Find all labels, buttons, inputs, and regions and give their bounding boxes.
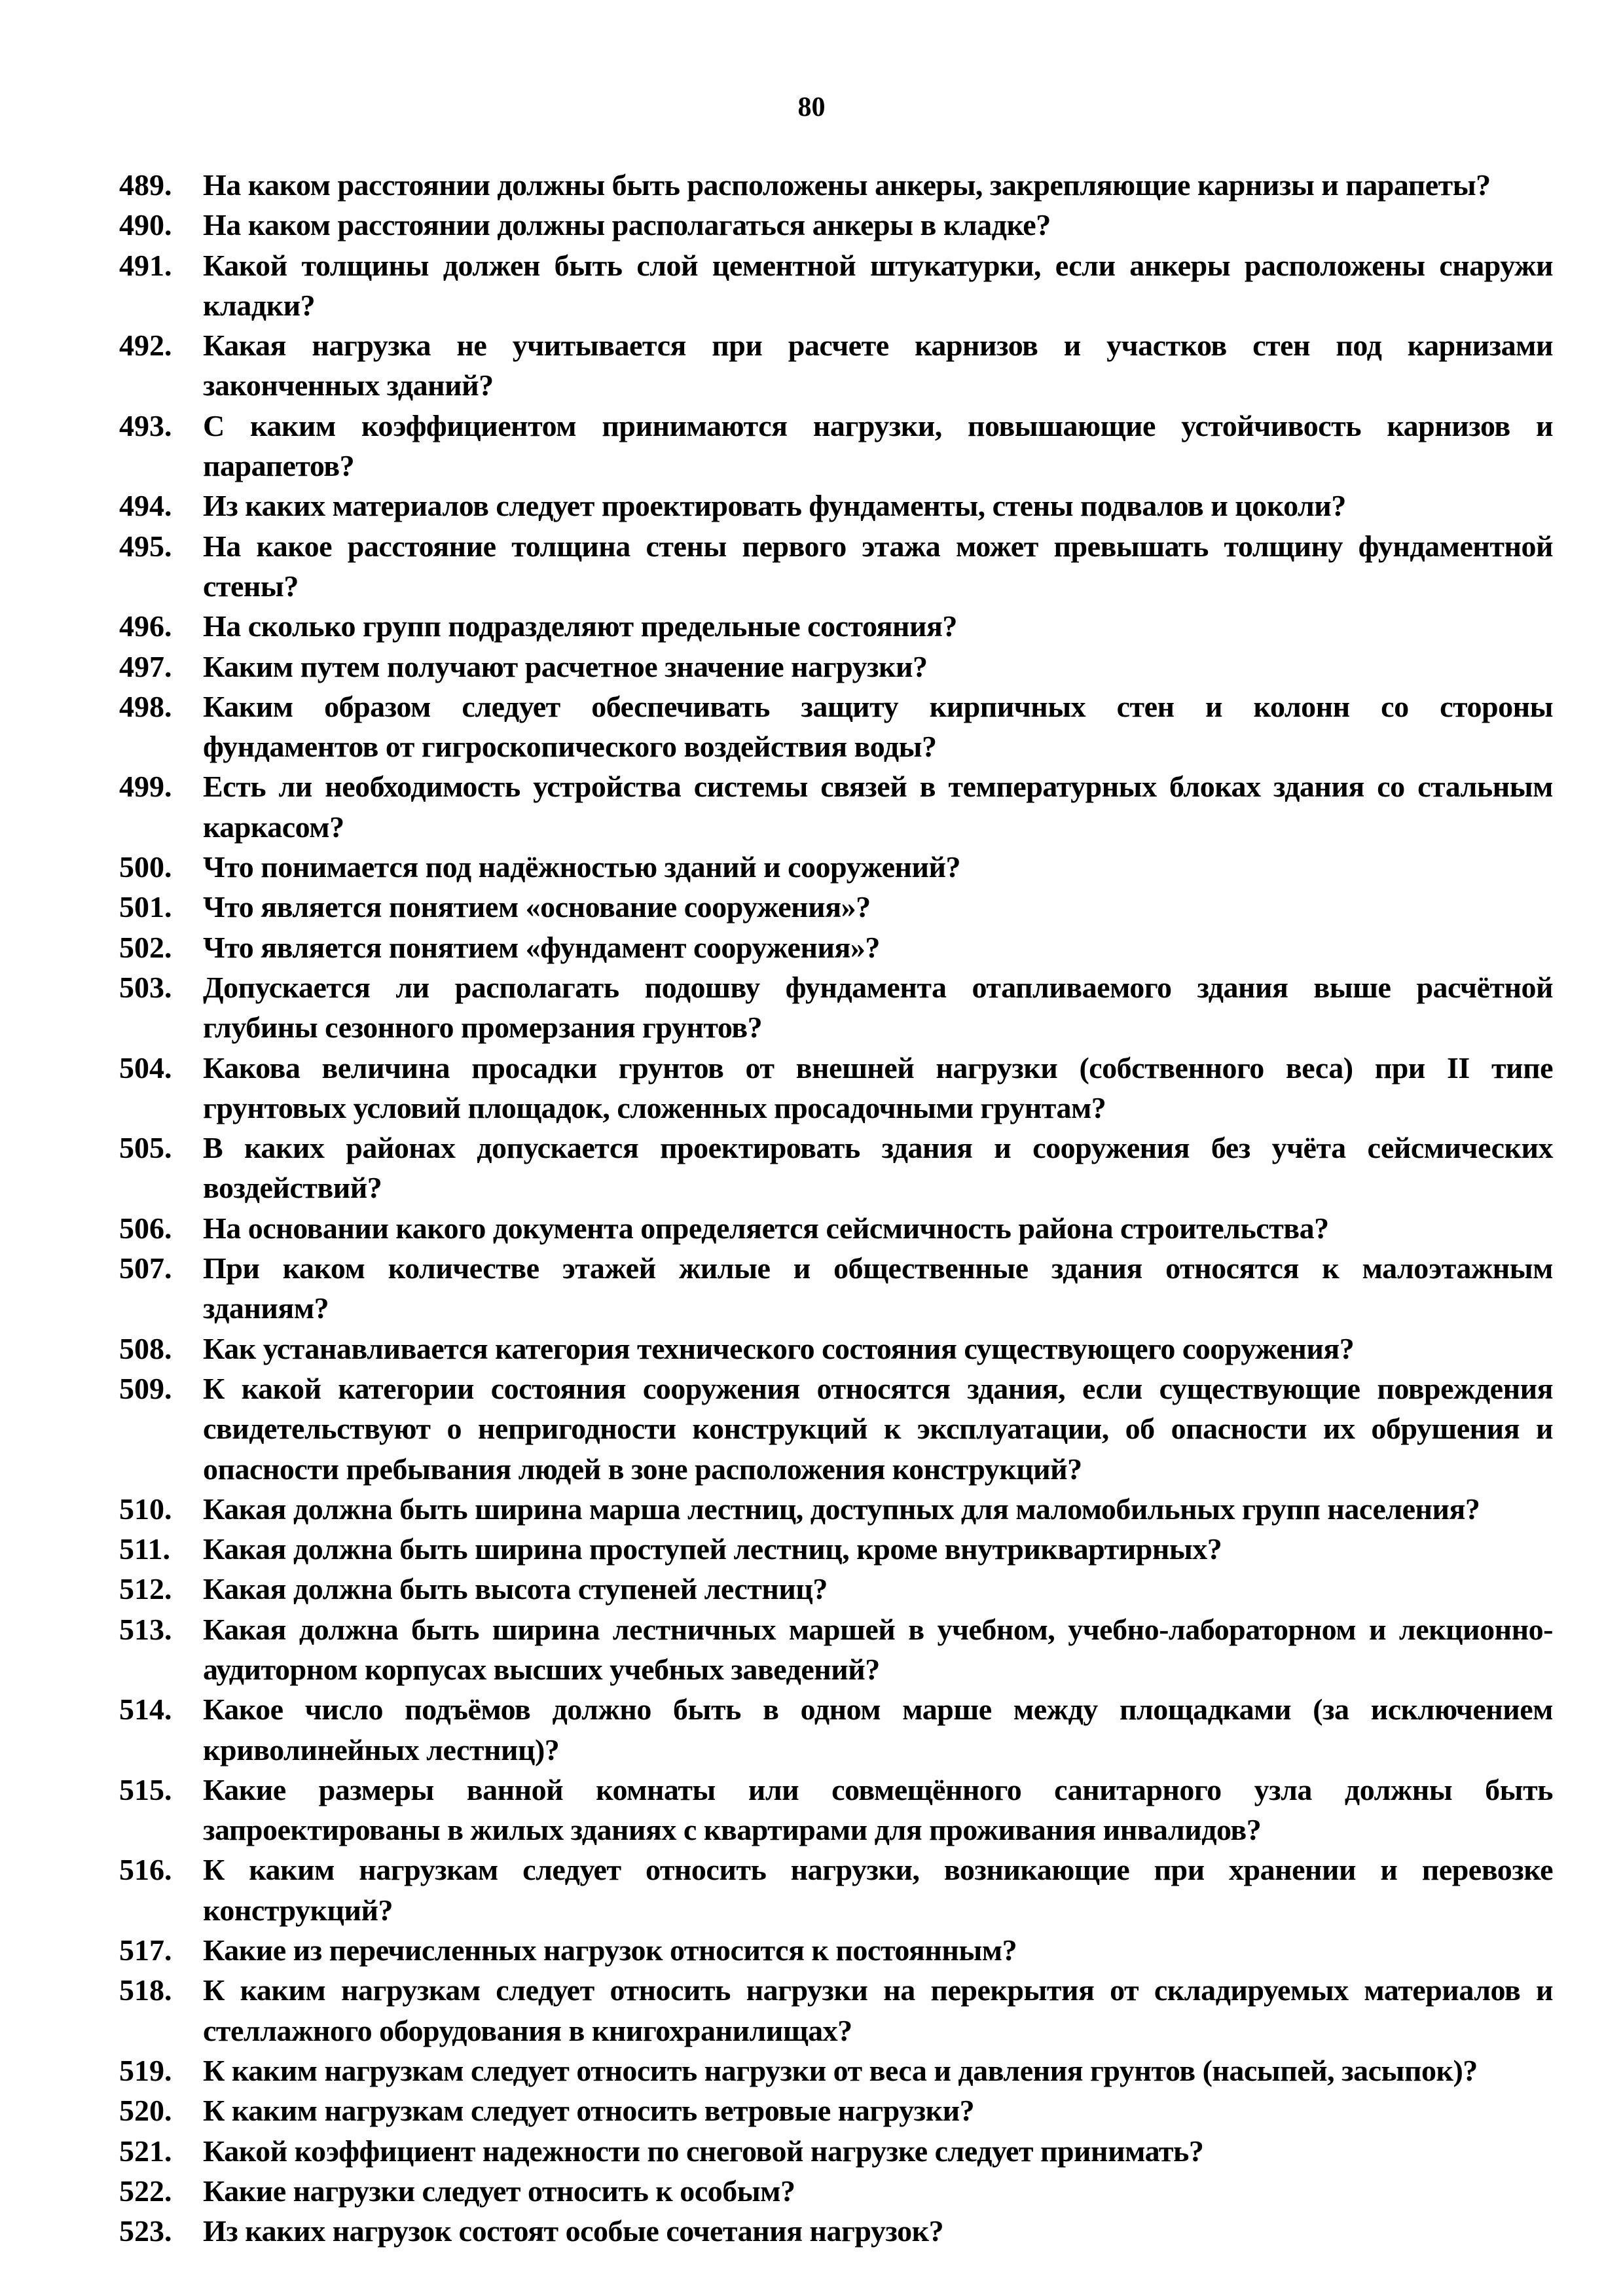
question-text-line: зданиям?	[203, 1291, 329, 1325]
question-text-line: фундаментов от гигроскопического воздействия воды?	[203, 730, 937, 764]
question-item	[119, 887, 1553, 927]
question-item	[119, 647, 1553, 687]
question-text-line: опасности пребывания людей в зоне расположения конструкций?	[203, 1452, 1082, 1486]
question-text-line: стены?	[203, 569, 299, 603]
question-text-line: Как устанавливается категория технического состояния существующего сооружения?	[203, 1331, 1355, 1365]
question-item	[119, 2171, 1553, 2211]
question-text	[203, 847, 1553, 887]
question-text-line: запроектированы в жилых зданиях с квартирами для проживания инвалидов?	[203, 1813, 1262, 1847]
question-text	[203, 2051, 1553, 2090]
question-text	[203, 687, 1553, 767]
question-number: 510.	[119, 1492, 172, 1526]
question-item	[119, 1689, 1553, 1770]
question-item	[119, 847, 1553, 887]
question-text	[203, 406, 1553, 486]
question-item	[119, 1970, 1553, 2051]
question-text-line: законченных зданий?	[203, 368, 494, 403]
question-text-line: Какое число подъёмов должно быть в одном марше между площадками (за исключением	[203, 1693, 1553, 1727]
question-text	[203, 205, 1553, 245]
question-item	[119, 2131, 1553, 2171]
question-number: 516.	[119, 1853, 172, 1887]
question-text-line: Какие из перечисленных нагрузок относится к постоянным?	[203, 1933, 1017, 1967]
question-text-line: стеллажного оборудования в книгохранилищах?	[203, 2013, 852, 2047]
question-text-line: Какие нагрузки следует относить к особым?	[203, 2174, 795, 2208]
question-text-line: глубины сезонного промерзания грунтов?	[203, 1011, 763, 1045]
question-text-line: Какая должна быть ширина проступей лестниц, кроме внутриквартирных?	[203, 1532, 1222, 1566]
question-text	[203, 1489, 1553, 1529]
question-text-line: Какая нагрузка не учитывается при расчете карнизов и участков стен под карнизами	[203, 329, 1553, 363]
question-item	[119, 1248, 1553, 1329]
question-item	[119, 1529, 1553, 1569]
question-number: 489.	[119, 168, 172, 202]
question-text	[203, 1609, 1553, 1690]
question-text-line: парапетов?	[203, 449, 355, 483]
page-number: 80	[797, 92, 826, 122]
question-text	[203, 325, 1553, 406]
question-item	[119, 1850, 1553, 1930]
question-item	[119, 606, 1553, 646]
question-text	[203, 1208, 1553, 1248]
question-text	[203, 1930, 1553, 1970]
question-number: 496.	[119, 609, 172, 643]
question-text-line: Что является понятием «основание сооружения»?	[203, 890, 871, 924]
question-item	[119, 967, 1553, 1048]
question-item	[119, 2090, 1553, 2130]
question-number: 503.	[119, 970, 172, 1004]
question-number: 502.	[119, 930, 172, 964]
question-number: 522.	[119, 2174, 172, 2208]
question-item	[119, 205, 1553, 245]
question-text-line: Какая должна быть ширина марша лестниц, доступных для маломобильных групп населения?	[203, 1492, 1480, 1526]
question-text-line: При каком количестве этажей жилые и общественные здания относятся к малоэтажным	[203, 1251, 1553, 1285]
question-item	[119, 1609, 1553, 1690]
question-item	[119, 1208, 1553, 1248]
question-text-line: Каким образом следует обеспечивать защиту кирпичных стен и колонн со стороны	[203, 689, 1553, 723]
question-text-line: На каком расстоянии должны быть расположены анкеры, закрепляющие карнизы и парапеты?	[203, 168, 1491, 202]
question-text	[203, 526, 1553, 607]
question-text-line: На основании какого документа определяется сейсмичность района строительства?	[203, 1211, 1329, 1245]
question-text-line: На сколько групп подразделяют предельные состояния?	[203, 609, 957, 643]
question-text	[203, 1689, 1553, 1770]
question-text	[203, 1850, 1553, 1930]
question-text-line: С каким коэффициентом принимаются нагрузки, повышающие устойчивость карнизов и	[203, 408, 1553, 442]
question-text	[203, 647, 1553, 687]
question-number: 493.	[119, 408, 172, 442]
question-number: 500.	[119, 850, 172, 884]
question-number: 495.	[119, 529, 172, 563]
question-item	[119, 165, 1553, 205]
question-item	[119, 687, 1553, 767]
question-number: 494.	[119, 489, 172, 523]
question-number: 514.	[119, 1693, 172, 1727]
question-text	[203, 2211, 1553, 2251]
question-text-line: К каким нагрузкам следует относить нагрузки на перекрытия от складируемых материалов и	[203, 1973, 1553, 2007]
question-text-line: свидетельствуют о непригодности конструкций к эксплуатации, об опасности их обрушения и	[203, 1412, 1553, 1446]
question-text-line: Что понимается под надёжностью зданий и сооружений?	[203, 850, 961, 884]
question-text-line: К каким нагрузкам следует относить нагрузки от веса и давления грунтов (насыпей, засыпок)?	[203, 2053, 1478, 2087]
question-text	[203, 1128, 1553, 1208]
question-number: 504.	[119, 1050, 172, 1085]
question-text-line: Какая должна быть высота ступеней лестниц?	[203, 1572, 828, 1606]
question-text	[203, 967, 1553, 1048]
question-number: 507.	[119, 1251, 172, 1285]
question-item	[119, 1329, 1553, 1369]
question-number: 501.	[119, 890, 172, 924]
question-number: 515.	[119, 1772, 172, 1806]
question-text-line: воздействий?	[203, 1171, 382, 1205]
question-item	[119, 526, 1553, 607]
question-text-line: Какова величина просадки грунтов от внешней нагрузки (собственного веса) при II типе	[203, 1050, 1553, 1085]
question-text-line: В каких районах допускается проектировать здания и сооружения без учёта сейсмических	[203, 1131, 1553, 1165]
question-text-line: На каком расстоянии должны располагаться анкеры в кладке?	[203, 208, 1051, 242]
question-text-line: На какое расстояние толщина стены первого этажа может превышать толщину фундаментной	[203, 529, 1553, 563]
question-item	[119, 406, 1553, 486]
question-item	[119, 1930, 1553, 1970]
question-number: 505.	[119, 1131, 172, 1165]
question-text	[203, 1369, 1553, 1489]
question-text-line: К какой категории состояния сооружения относятся здания, если существующие повреждения	[203, 1371, 1553, 1405]
question-text-line: грунтовых условий площадок, сложенных просадочными грунтам?	[203, 1090, 1106, 1124]
question-text	[203, 1329, 1553, 1369]
question-item	[119, 766, 1553, 847]
question-text	[203, 766, 1553, 847]
question-text-line: аудиторном корпусах высших учебных заведений?	[203, 1652, 880, 1686]
question-text	[203, 1770, 1553, 1850]
question-number: 490.	[119, 208, 172, 242]
question-text	[203, 2090, 1553, 2130]
question-text-line: К каким нагрузкам следует относить нагрузки, возникающие при хранении и перевозке	[203, 1853, 1553, 1887]
question-text	[203, 245, 1553, 326]
question-list	[119, 165, 1553, 2251]
question-text	[203, 486, 1553, 526]
question-number: 519.	[119, 2053, 172, 2087]
question-number: 492.	[119, 329, 172, 363]
question-number: 497.	[119, 649, 172, 683]
question-item	[119, 1770, 1553, 1850]
question-item	[119, 1369, 1553, 1489]
question-number: 506.	[119, 1211, 172, 1245]
question-number: 523.	[119, 2214, 172, 2248]
question-text	[203, 606, 1553, 646]
question-text-line: каркасом?	[203, 810, 344, 844]
question-number: 520.	[119, 2094, 172, 2128]
question-text	[203, 2171, 1553, 2211]
question-text-line: Какой толщины должен быть слой цементной штукатурки, если анкеры расположены снаружи	[203, 248, 1553, 282]
question-number: 517.	[119, 1933, 172, 1967]
question-number: 491.	[119, 248, 172, 282]
question-item	[119, 486, 1553, 526]
question-number: 511.	[119, 1532, 170, 1566]
question-text	[203, 1970, 1553, 2051]
question-number: 498.	[119, 689, 172, 723]
question-number: 512.	[119, 1572, 172, 1606]
question-text	[203, 1529, 1553, 1569]
question-text-line: кладки?	[203, 288, 316, 322]
question-number: 513.	[119, 1612, 172, 1646]
question-number: 499.	[119, 770, 172, 804]
question-item	[119, 2051, 1553, 2090]
question-item	[119, 245, 1553, 326]
question-item	[119, 325, 1553, 406]
question-text	[203, 1048, 1553, 1128]
question-number: 521.	[119, 2134, 172, 2168]
question-number: 508.	[119, 1331, 172, 1365]
question-text-line: Какие размеры ванной комнаты или совмещённого санитарного узла должны быть	[203, 1772, 1553, 1806]
question-text	[203, 1248, 1553, 1329]
question-text-line: Что является понятием «фундамент сооружения»?	[203, 930, 880, 964]
question-text	[203, 165, 1553, 205]
question-text-line: Из каких нагрузок состоят особые сочетания нагрузок?	[203, 2214, 944, 2248]
question-item	[119, 927, 1553, 967]
question-text-line: Какая должна быть ширина лестничных маршей в учебном, учебно-лабораторном и лекционно-	[203, 1612, 1553, 1646]
question-item	[119, 2211, 1553, 2251]
question-item	[119, 1569, 1553, 1609]
question-item	[119, 1048, 1553, 1128]
question-text	[203, 927, 1553, 967]
question-text	[203, 887, 1553, 927]
question-text-line: Допускается ли располагать подошву фундамента отапливаемого здания выше расчётной	[203, 970, 1553, 1004]
question-number: 509.	[119, 1371, 172, 1405]
question-text-line: Есть ли необходимость устройства системы связей в температурных блоках здания со стальным	[203, 770, 1553, 804]
question-text-line: Из каких материалов следует проектировать фундаменты, стены подвалов и цоколи?	[203, 489, 1346, 523]
question-text-line: К каким нагрузкам следует относить ветровые нагрузки?	[203, 2094, 975, 2128]
question-text-line: конструкций?	[203, 1893, 393, 1927]
question-item	[119, 1489, 1553, 1529]
question-item	[119, 1128, 1553, 1208]
question-text-line: криволинейных лестниц)?	[203, 1732, 560, 1767]
question-text	[203, 1569, 1553, 1609]
question-text	[203, 2131, 1553, 2171]
question-text-line: Какой коэффициент надежности по снеговой нагрузке следует принимать?	[203, 2134, 1204, 2168]
question-text-line: Каким путем получают расчетное значение нагрузки?	[203, 649, 928, 683]
question-number: 518.	[119, 1973, 172, 2007]
